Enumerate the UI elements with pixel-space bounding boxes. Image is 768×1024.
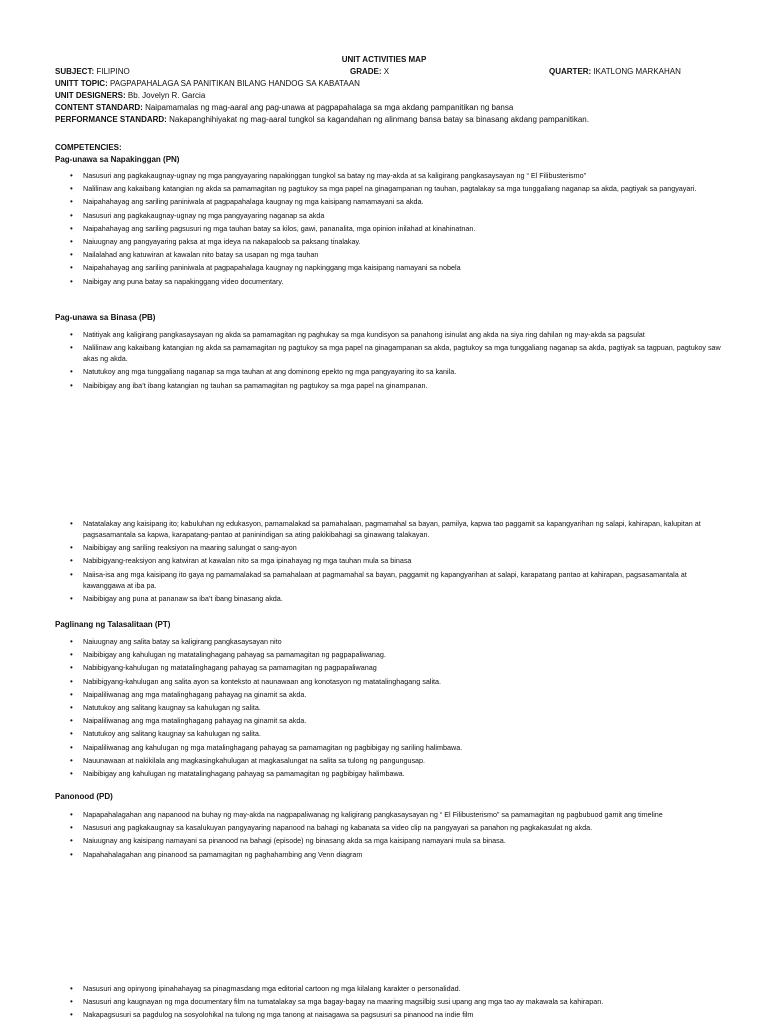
list-item: • Nabibigyang-kahulugan ang salita ayon sa konteksto at naunawaan ang konotasyon ng matatalinghagang salita.	[55, 676, 728, 687]
list-item: • Nalilinaw ang kakaibang katangian ng akda sa pamamagitan ng pagtukoy sa mga papel na ginagampanan ng tauhan, pagtalakay sa mga tunggaliang naganap sa akda, pagtiyak sa pangyayari.	[55, 183, 728, 194]
grade-field	[350, 67, 389, 77]
list-item: • Naipaliliwanag ang mga matalinghagang pahayag na ginamit sa akda.	[55, 689, 728, 700]
list-item: • Nasusuri ang kaugnayan ng mga documentary film na tumatalakay sa mga bagay-bagay na maaring magsilbig susi upang ang mga tao ay makawala sa kahirapan.	[55, 996, 728, 1007]
list-item: • Natutukoy ang salitang kaugnay sa kahulugan ng salita.	[55, 702, 728, 713]
pt-list	[55, 636, 728, 781]
list-item: • Naipahahayag ang sariling paniniwala at pagpapahalaga kaugnay ng napkinggang mga kaisipang namayani sa nobela	[55, 262, 728, 273]
section-heading-pb: Pag-unawa sa Binasa (PB)	[55, 313, 156, 322]
topic-label: UNITT TOPIC:	[55, 79, 108, 88]
section-heading-pt: Paglinang ng Talasalitaan (PT)	[55, 620, 171, 629]
content-standard-label: CONTENT STANDARD:	[55, 103, 143, 112]
list-item: • Nabibigyang-kahulugan ng matatalinghagang pahayag sa pamamagitan ng pagpapaliwanag	[55, 662, 728, 673]
performance-standard-line	[55, 115, 738, 125]
list-item: • Naibibigay ang puna at pananaw sa iba’t ibang binasang akda.	[55, 593, 728, 604]
list-item: • Napahahalagahan ang pinanood sa pamamagitan ng paghahambing ang Venn diagram	[55, 849, 728, 860]
list-item: • Nabibigyang-reaksiyon ang katwiran at kawalan nito sa mga ipinahayag ng mga tauhan mula sa binasa	[55, 555, 728, 566]
list-item: • Naipahahayag ang sariling pagsusuri ng mga tauhan batay sa kilos, gawi, pananalita, mga opinion inilahad at kinahinatnan.	[55, 223, 728, 234]
grade-value: X	[383, 67, 390, 76]
designers-label: UNIT DESIGNERS:	[55, 91, 126, 100]
content-standard-line	[55, 103, 738, 113]
competencies-heading: COMPETENCIES:	[55, 143, 122, 152]
list-item: • Natutukoy ang mga tunggaliang naganap sa mga tauhan at ang dominong epekto ng mga pangyayaring ito sa kanila.	[55, 366, 728, 377]
performance-standard-label: PERFORMANCE STANDARD:	[55, 115, 167, 124]
grade-label: GRADE:	[350, 67, 382, 76]
subject-label: SUBJECT:	[55, 67, 95, 76]
subject-field	[55, 67, 130, 77]
document-title: UNIT ACTIVITIES MAP	[341, 55, 427, 64]
list-item: • Naibibigay ang sariling reaksiyon na maaring salungat o sang-ayon	[55, 542, 728, 553]
pn-list	[55, 170, 728, 289]
unit-topic-line	[55, 79, 738, 89]
list-item: • Natutukoy ang salitang kaugnay sa kahulugan ng salita.	[55, 728, 728, 739]
section-heading-pn: Pag-unawa sa Napakinggan (PN)	[55, 155, 180, 164]
list-item: • Nakapagsusuri sa pagdulog na sosyolohikal na tulong ng mga tanong at naisagawa sa pagsusuri sa pinanood na indie film	[55, 1009, 728, 1020]
list-item: • Naibibigay ang kahulugan ng matatalinghagang pahayag sa pamamagitan ng pagpapaliwanag.	[55, 649, 728, 660]
topic-value: PAGPAPAHALAGA SA PANITIKAN BILANG HANDOG SA KABATAAN	[109, 79, 360, 88]
list-item: • Nasusuri ang pagkakaugnay sa kasalukuyan pangyayaring napanood na bahagi ng kabanata sa video clip na pangyayari sa panahon ng pagkakasulat ng akda.	[55, 822, 728, 833]
list-item: • Naiuugnay ang kaisipang namayani sa pinanood na bahagi (episode) ng binasang akda sa mga kaisipang namayani mula sa binasa.	[55, 835, 728, 846]
section-heading-pd: Panonood (PD)	[55, 792, 113, 801]
list-item: • Naiuugnay ang pangyayaring paksa at mga ideya na nakapaloob sa paksang tinalakay.	[55, 236, 728, 247]
quarter-value: IKATLONG MARKAHAN	[593, 67, 681, 76]
pd-list	[55, 809, 728, 862]
list-item: • Natatalakay ang kaisipang ito; kabuluhan ng edukasyon, pamamalakad sa pamahalaan, pagmamahal sa bayan, pamilya, kapwa tao paggamit sa kapangyarihan ng salapi, kahirapan, kalupitan at pagsasamantala sa kapwa, karapatang-pantao at paninindigan sa ating pakikibahagi sa ginawang talakayan.	[55, 518, 728, 540]
list-item: • Nailalahad ang katuwiran at kawalan nito batay sa usapan ng mga tauhan	[55, 249, 728, 260]
pb-list-continued	[55, 518, 728, 606]
list-item: • Nauunawaan at nakikilala ang magkasingkahulugan at magkasalungat na salita sa tulong ng pangungusap.	[55, 755, 728, 766]
list-item: • Nasusuri ang pagkakaugnay-ugnay ng mga pangyayaring naganap sa akda	[55, 210, 728, 221]
list-item: • Nasusuri ang pagkakaugnay-ugnay ng mga pangyayaring napakinggan tungkol sa batay ng may-akda at sa kaligirang pangkasaysayan ng “ El Filibusterismo”	[55, 170, 728, 181]
quarter-label: QUARTER:	[549, 67, 592, 76]
list-item: • Naipaliliwanag ang mga matalinghagang pahayag na ginamit sa akda.	[55, 715, 728, 726]
list-item: • Naipaliliwanag ang kahulugan ng mga matalinghagang pahayag sa pamamagitan ng pagbibigay ng sariling halimbawa.	[55, 742, 728, 753]
designers-value: Bb. Jovelyn R. Garcia	[127, 91, 206, 100]
unit-designers-line	[55, 91, 738, 101]
list-item: • Naibibigay ang kahulugan ng matatalinghagang pahayag sa pamamagitan ng pagbibigay halimbawa.	[55, 768, 728, 779]
pd-list-continued	[55, 983, 728, 1023]
content-standard-value: Naipamamalas ng mag-aaral ang pag-unawa at pagpapahalaga sa mga akdang pampanitikan ng bansa	[145, 103, 514, 112]
list-item: • Naiisa-isa ang mga kaisipang ito gaya ng pamamalakad sa pamahalaan at pagmamahal sa bayan, paggamit ng kapangyarihan at salapi, karapatang pantao at kahirapan, pagsasamantala at kawanggawa at iba pa.	[55, 569, 728, 591]
list-item: • Nasusuri ang opinyong ipinahahayag sa pinagmasdang mga editorial cartoon ng mga kilalang karakter o personalidad.	[55, 983, 728, 994]
list-item: • Napapahalagahan ang napanood na buhay ng may-akda na nagpapaliwanag ng kaligirang pangkasaysayan ng “ El Filibusterismo” sa pamamagitan ng pagbubuod gamit ang timeline	[55, 809, 728, 820]
list-item: • Naibigay ang puna batay sa napakinggang video documentary.	[55, 276, 728, 287]
list-item: • Nalilinaw ang kakaibang katangian ng akda sa pamamagitan ng pagtukoy sa mga papel na ginagampanan sa akda, pagtukoy sa mga tunggaliang naganap sa akda, pagtiyak sa tagpuan, pagtukoy saw akas ng akda.	[55, 342, 728, 364]
quarter-field	[549, 67, 681, 77]
list-item: • Natitiyak ang kaligirang pangkasaysayan ng akda sa pamamagitan ng paghukay sa mga kundisyon sa panahong isinulat ang akda na siya ring dahilan ng may-akda sa pagsulat	[55, 329, 728, 340]
list-item: • Naiuugnay ang salita batay sa kaligirang pangkasaysayan nito	[55, 636, 728, 647]
list-item: • Naibibigay ang iba’t ibang katangian ng tauhan sa pamamagitan ng pagtukoy sa mga papel na ginampanan.	[55, 380, 728, 391]
pb-list	[55, 329, 728, 393]
list-item: • Naipahahayag ang sariling paniniwala at pagpapahalaga kaugnay ng mga kaisipang namamayani sa akda.	[55, 196, 728, 207]
subject-value: FILIPINO	[96, 67, 130, 76]
performance-standard-value: Nakapanghihiyakat ng mag-aaral tungkol sa kagandahan ng alinmang bansa batay sa binasang akdang pampanitikan.	[169, 115, 589, 124]
